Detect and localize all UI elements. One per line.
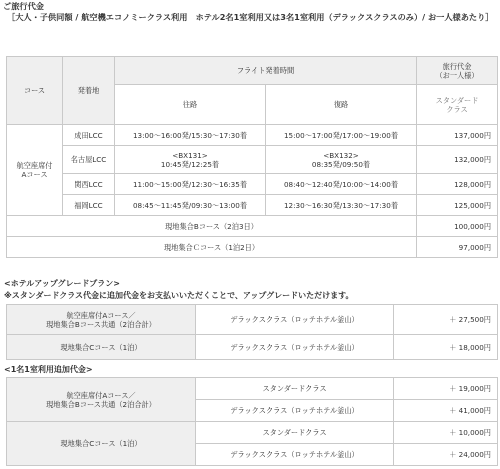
single-dlx-price-ab: ＋ 41,000円 bbox=[394, 400, 498, 422]
single-dlx-c: デラックスクラス（ロッテホテル釜山） bbox=[196, 444, 394, 466]
upgrade-table bbox=[6, 304, 498, 360]
page-subtitle: ［大人・子供同額 / 航空機エコノミークラス利用 ホテル2名1室利用又は3名1室利用（デラックスクラスのみ）/ お一人様あたり］ bbox=[7, 12, 494, 22]
header-standard bbox=[417, 85, 498, 125]
header-course: コース bbox=[7, 57, 63, 125]
return-kansai: 08:40〜12:40発/10:00〜14:00着 bbox=[266, 174, 417, 195]
departure-narita: 成田LCC bbox=[63, 125, 115, 146]
price-fukuoka: 125,000円 bbox=[417, 195, 498, 216]
single-course-ab-line1: 航空座席付Aコース／ bbox=[66, 390, 136, 400]
outbound-fukuoka: 08:45〜11:45発/09:30〜13:00着 bbox=[115, 195, 266, 216]
course-a-line2: Aコース bbox=[21, 170, 48, 179]
price-course-b: 100,000円 bbox=[417, 216, 498, 237]
outbound-narita: 13:00〜16:00発/15:30〜17:30着 bbox=[115, 125, 266, 146]
course-c: 現地集合Ｃコース（1泊2日） bbox=[7, 237, 417, 258]
single-dlx-ab: デラックスクラス（ロッテホテル釜山） bbox=[196, 400, 394, 422]
upgrade-course-ab-line1: 航空座席付Aコース／ bbox=[66, 310, 136, 320]
single-std-c: スタンダードクラス bbox=[196, 422, 394, 444]
departure-kansai: 関西LCC bbox=[63, 174, 115, 195]
upgrade-title: <ホテルアップグレードプラン> bbox=[4, 279, 120, 288]
single-std-ab: スタンダードクラス bbox=[196, 378, 394, 400]
course-a-cell bbox=[7, 125, 63, 216]
price-kansai: 128,000円 bbox=[417, 174, 498, 195]
header-return: 復路 bbox=[266, 85, 417, 125]
upgrade-price-c: ＋ 18,000円 bbox=[394, 335, 498, 360]
header-departure: 発着地 bbox=[63, 57, 115, 125]
single-course-ab-line2: 現地集合Bコース共通（2泊合計） bbox=[46, 399, 156, 409]
upgrade-course-c: 現地集合Cコース（1泊） bbox=[7, 335, 196, 360]
header-price bbox=[417, 57, 498, 85]
return-narita: 15:00〜17:00発/17:00〜19:00着 bbox=[266, 125, 417, 146]
departure-fukuoka: 福岡LCC bbox=[63, 195, 115, 216]
upgrade-hotel-ab: デラックスクラス（ロッテホテル釜山） bbox=[196, 305, 394, 335]
course-a-line1: 航空座席付 bbox=[16, 161, 53, 170]
header-flight: フライト発着時間 bbox=[115, 57, 417, 85]
outbound-nagoya-flight: <BX131> bbox=[172, 150, 208, 160]
fare-table bbox=[6, 56, 498, 258]
upgrade-hotel-c: デラックスクラス（ロッテホテル釜山） bbox=[196, 335, 394, 360]
outbound-nagoya-time: 10:45発/12:25着 bbox=[160, 159, 220, 169]
single-std-price-c: ＋ 10,000円 bbox=[394, 422, 498, 444]
single-table bbox=[6, 377, 498, 466]
return-fukuoka: 12:30〜16:30発/13:30〜17:30着 bbox=[266, 195, 417, 216]
upgrade-note: ※スタンダードクラス代金に追加代金をお支払いいただくことで、アップグレードいただけます。 bbox=[4, 291, 354, 300]
departure-nagoya: 名古屋LCC bbox=[63, 146, 115, 174]
header-price-sub: （お一人様） bbox=[435, 70, 479, 80]
price-course-c: 97,000円 bbox=[417, 237, 498, 258]
header-outbound: 往路 bbox=[115, 85, 266, 125]
upgrade-course-ab bbox=[7, 305, 196, 335]
single-dlx-price-c: ＋ 24,000円 bbox=[394, 444, 498, 466]
single-course-ab bbox=[7, 378, 196, 422]
return-nagoya-time: 08:35発/09:50着 bbox=[311, 159, 371, 169]
header-price-label: 旅行代金 bbox=[442, 61, 472, 71]
single-course-c: 現地集合Cコース（1泊） bbox=[7, 422, 196, 466]
outbound-nagoya bbox=[115, 146, 266, 174]
outbound-kansai: 11:00〜15:00発/12:30〜16:35着 bbox=[115, 174, 266, 195]
price-nagoya: 132,000円 bbox=[417, 146, 498, 174]
single-title: <1名1室利用追加代金> bbox=[4, 365, 93, 374]
return-nagoya-flight: <BX132> bbox=[323, 150, 359, 160]
return-nagoya bbox=[266, 146, 417, 174]
upgrade-price-ab: ＋ 27,500円 bbox=[394, 305, 498, 335]
header-standard-label: スタンダード bbox=[435, 95, 479, 105]
header-standard-class: クラス bbox=[446, 104, 468, 114]
single-std-price-ab: ＋ 19,000円 bbox=[394, 378, 498, 400]
page-title: ご旅行代金 bbox=[3, 1, 44, 11]
course-b: 現地集合Bコース（2泊3日） bbox=[7, 216, 417, 237]
upgrade-course-ab-line2: 現地集合Bコース共通（2泊合計） bbox=[46, 319, 156, 329]
price-narita: 137,000円 bbox=[417, 125, 498, 146]
